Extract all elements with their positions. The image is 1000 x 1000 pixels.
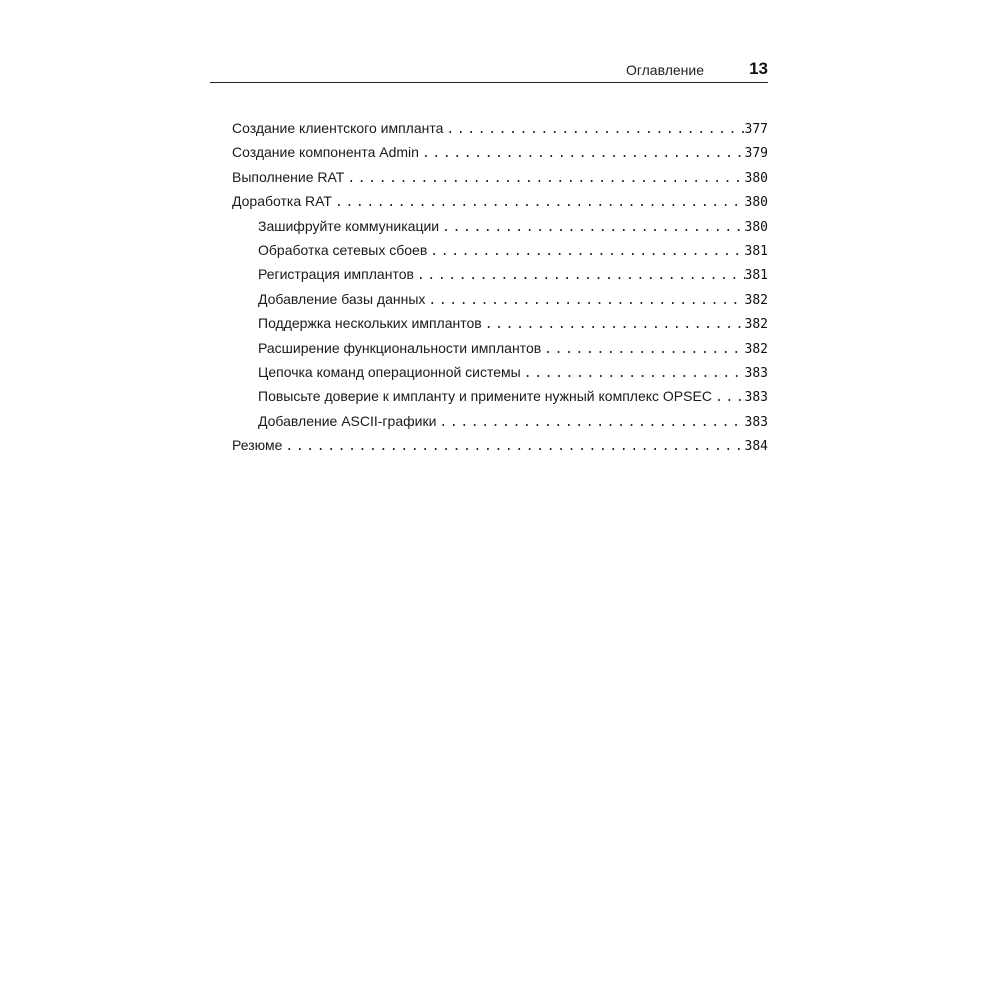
header-title: Оглавление xyxy=(625,62,704,78)
toc-entry-page: 382 xyxy=(744,292,768,308)
toc-leader-dots xyxy=(282,439,744,454)
toc-entry-title: Резюме xyxy=(232,437,283,454)
toc-leader-dots xyxy=(414,268,745,283)
toc-entry-page: 377 xyxy=(744,122,768,137)
toc-entry[interactable] xyxy=(232,144,768,168)
toc-entry-page: 381 xyxy=(744,268,768,284)
toc-entry-title: Добавление базы данных xyxy=(258,290,426,307)
toc-leader-dots xyxy=(541,342,744,357)
toc-entry-page: 380 xyxy=(744,219,768,235)
toc-leader-dots xyxy=(712,390,745,405)
toc-leader-dots xyxy=(439,220,744,235)
toc-entry-page: 383 xyxy=(744,365,768,381)
header-page-number: 13 xyxy=(749,59,768,78)
toc-entry-title: Доработка RAT xyxy=(232,193,332,210)
toc-leader-dots xyxy=(482,317,745,332)
toc-subentry[interactable] xyxy=(232,242,768,266)
toc-leader-dots xyxy=(443,122,744,137)
toc-subentry[interactable] xyxy=(232,291,768,315)
running-header xyxy=(210,56,768,83)
toc-entry-title: Расширение функциональности имплантов xyxy=(258,339,542,356)
toc-subentry[interactable] xyxy=(232,340,768,364)
toc-entry-title: Обработка сетевых сбоев xyxy=(258,241,428,258)
toc-entry-title: Создание компонента Admin xyxy=(232,144,419,161)
table-of-contents xyxy=(232,120,768,461)
toc-leader-dots xyxy=(425,293,744,308)
toc-subentry[interactable] xyxy=(232,315,768,339)
toc-leader-dots xyxy=(436,415,744,430)
toc-leader-dots xyxy=(427,244,744,259)
toc-entry-page: 381 xyxy=(744,243,768,259)
toc-subentry[interactable] xyxy=(232,413,768,437)
toc-entry-page: 380 xyxy=(744,170,768,186)
toc-entry-title: Зашифруйте коммуникации xyxy=(258,217,440,234)
toc-entry-title: Повысьте доверие к импланту и примените нужный комплекс OPSEC xyxy=(258,388,712,405)
toc-entry-title: Поддержка нескольких имплантов xyxy=(258,315,482,332)
toc-entry[interactable] xyxy=(232,169,768,193)
toc-entry-page: 379 xyxy=(744,146,768,162)
toc-entry-title: Регистрация имплантов xyxy=(258,266,414,283)
toc-entry-title: Добавление ASCII-графики xyxy=(258,412,437,429)
toc-entry-page: 382 xyxy=(744,341,768,357)
toc-leader-dots xyxy=(332,195,745,210)
toc-subentry[interactable] xyxy=(232,364,768,388)
toc-subentry[interactable] xyxy=(232,266,768,290)
toc-entry-title: Выполнение RAT xyxy=(232,168,345,185)
toc-entry[interactable] xyxy=(232,193,768,217)
toc-entry-title: Цепочка команд операционной системы xyxy=(258,363,521,380)
toc-subentry[interactable] xyxy=(232,388,768,412)
toc-leader-dots xyxy=(419,146,745,161)
toc-subentry[interactable] xyxy=(232,218,768,242)
toc-entry-page: 383 xyxy=(744,390,768,406)
toc-leader-dots xyxy=(344,171,744,186)
toc-leader-dots xyxy=(521,366,745,381)
toc-entry-page: 380 xyxy=(744,195,768,211)
toc-entry[interactable] xyxy=(232,120,768,144)
toc-entry-page: 383 xyxy=(744,414,768,430)
toc-entry-page: 384 xyxy=(744,439,768,455)
toc-entry-title: Создание клиентского импланта xyxy=(232,120,444,136)
toc-entry[interactable] xyxy=(232,437,768,461)
toc-entry-page: 382 xyxy=(744,317,768,333)
